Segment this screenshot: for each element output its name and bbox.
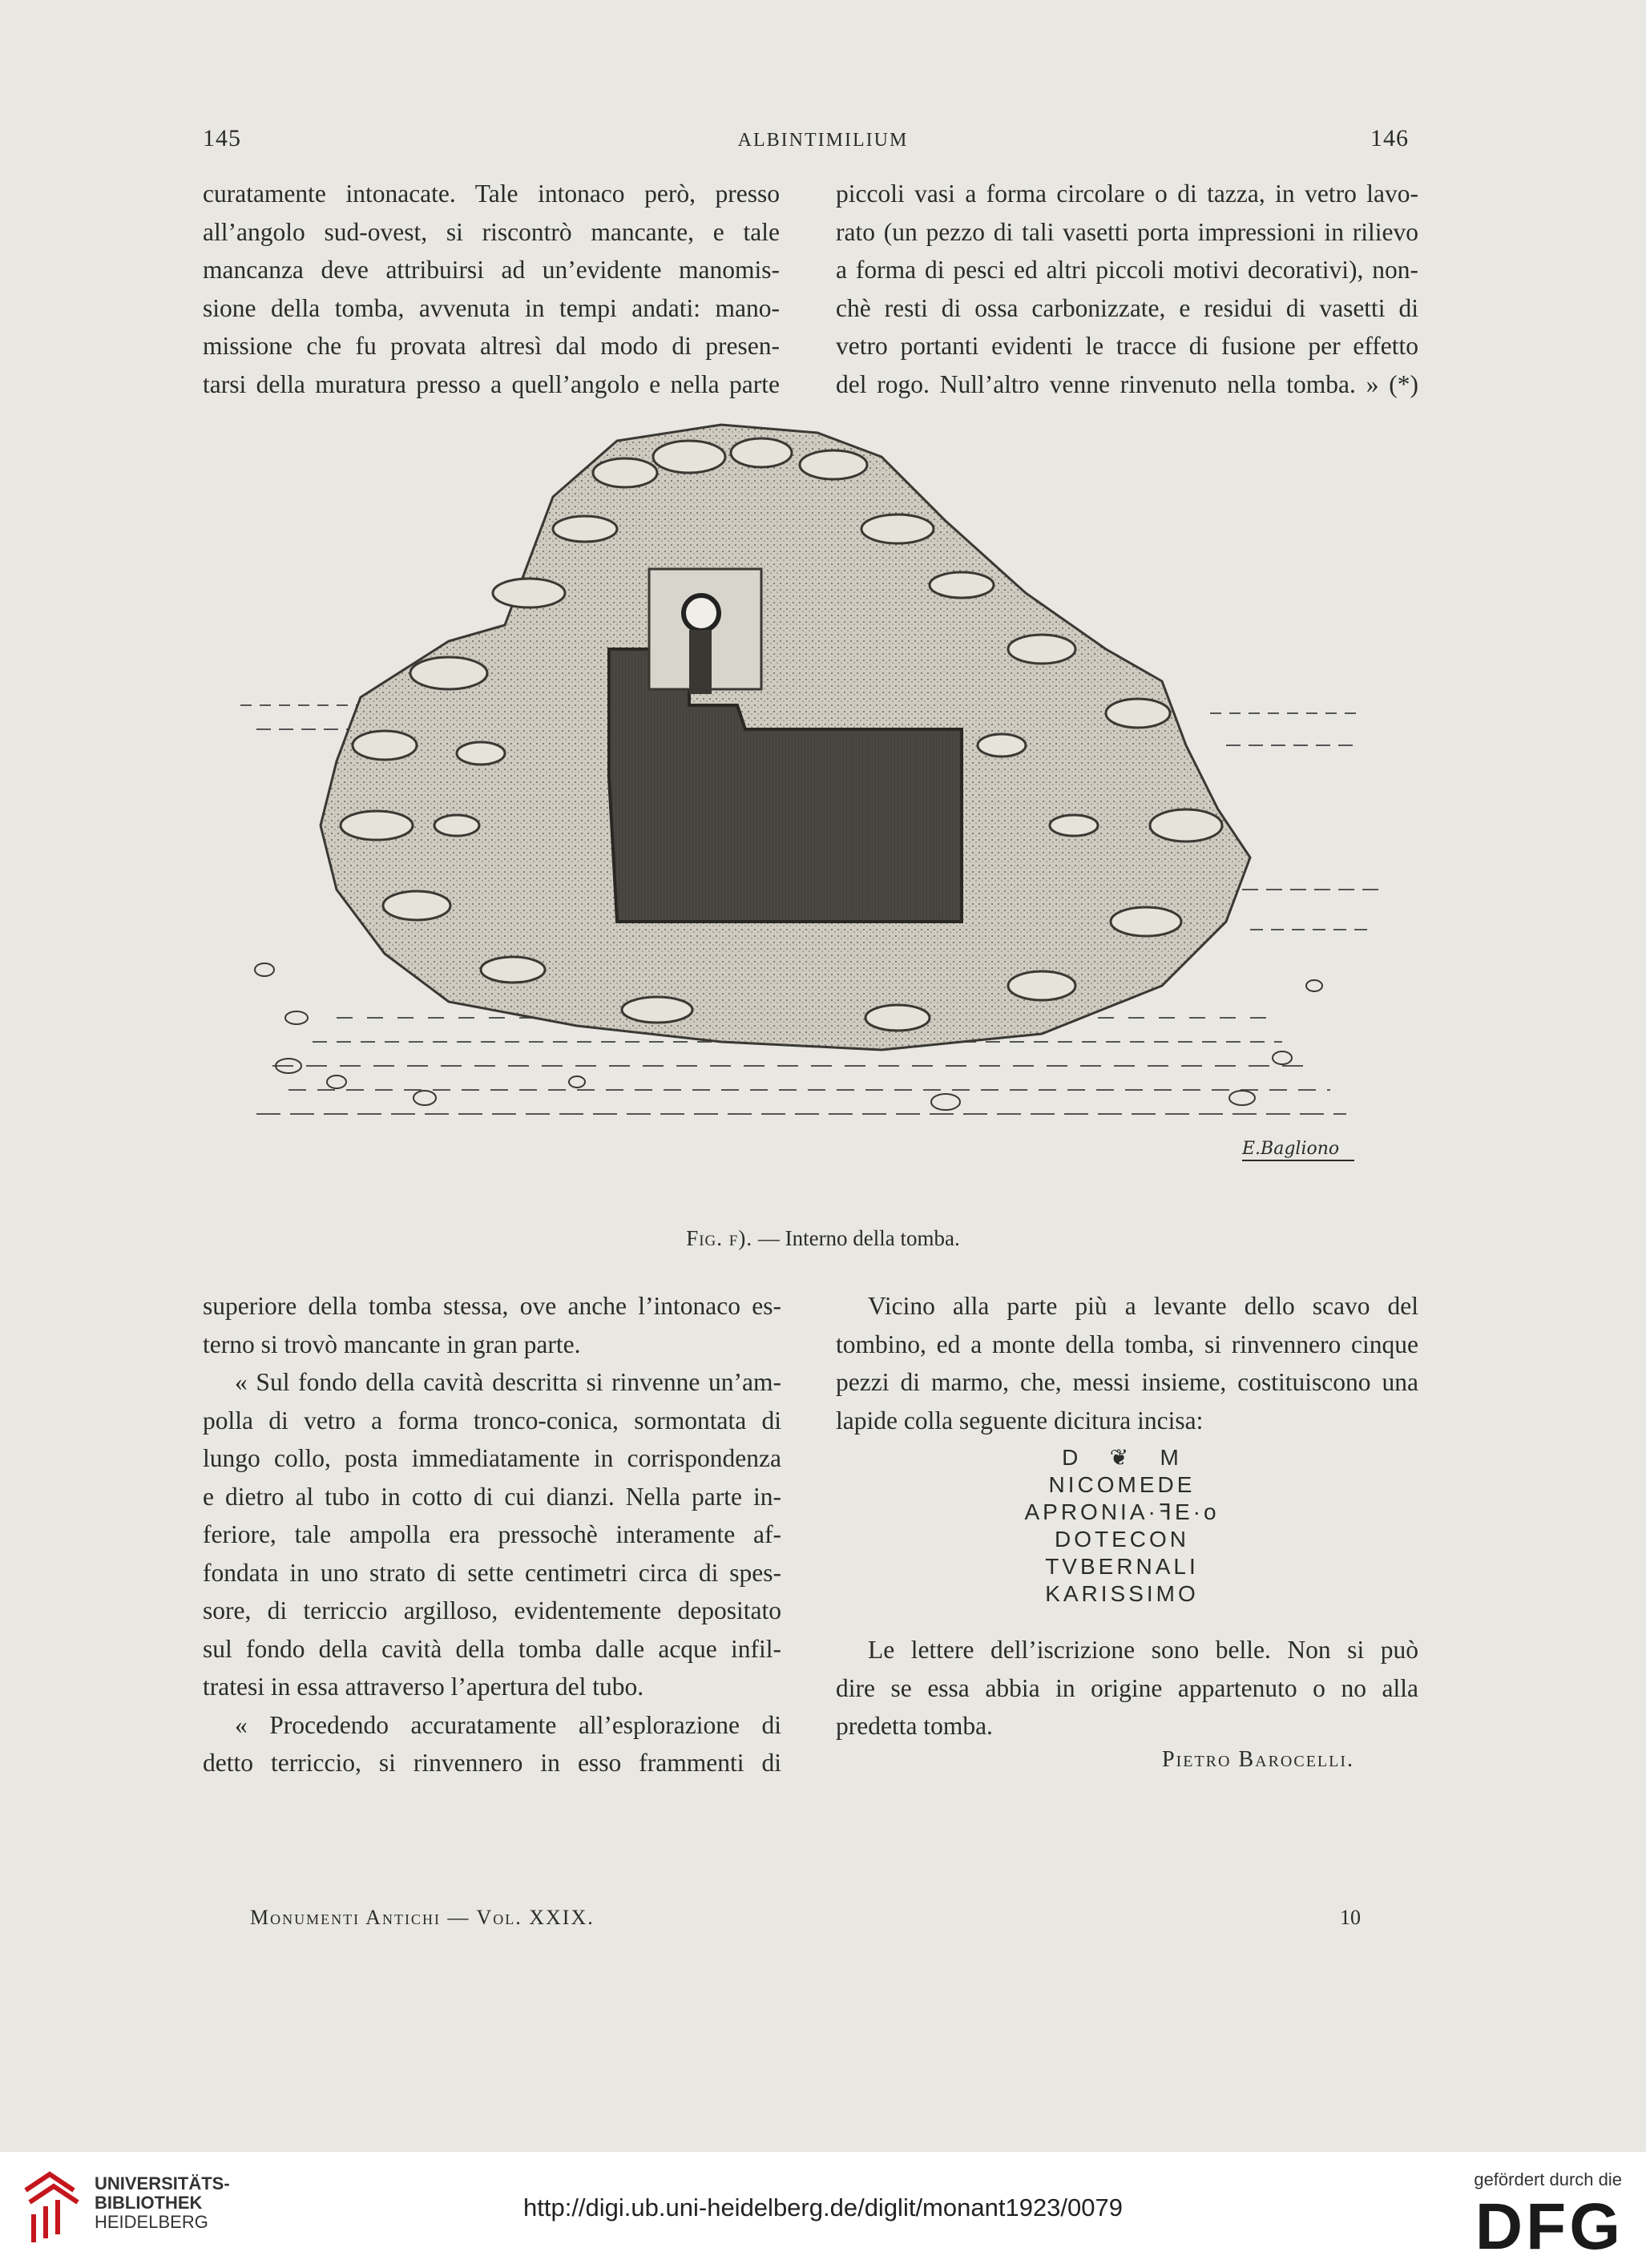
text-line: Vicino alla parte più a levante dello scavo del: [868, 1292, 1418, 1320]
funder-label: gefördert durch die: [1474, 2169, 1622, 2189]
text-column-bottom-left: [203, 1287, 781, 1782]
text-line: missione che fu provata altresì dal modo di presen-: [203, 332, 780, 360]
figure-caption-label: Fig. f).: [686, 1226, 753, 1250]
text-line: polla di vetro a forma tronco-conica, sormontata di: [203, 1406, 781, 1435]
artist-signature: E.Bagliono: [1242, 1139, 1340, 1159]
text-line: e dietro al tubo in cotto di cui dianzi. Nella parte in-: [203, 1482, 781, 1511]
footer-signature-number: 10: [1340, 1906, 1361, 1929]
dfg-logo[interactable]: DFG: [1475, 2190, 1624, 2263]
text-line: rato (un pezzo di tali vasetti porta impressioni in rilievo: [836, 217, 1418, 246]
inscription-line: TVBERNALI: [1045, 1554, 1199, 1579]
text-line: terno si trovò mancante in gran parte.: [203, 1330, 581, 1358]
inscription-line: KARISSIMO: [1045, 1581, 1199, 1606]
bottom-banner: [0, 2152, 1646, 2268]
text-line: pezzi di marmo, che, messi insieme, costituiscono una: [836, 1368, 1418, 1396]
running-title: ALBINTIMILIUM: [737, 130, 909, 151]
text-line: fondata in uno strato di sette centimetri circa di spes-: [203, 1558, 781, 1587]
text-line: lapide colla seguente dicitura incisa:: [836, 1406, 1204, 1435]
text-line: tratesi in essa attraverso l’apertura del tubo.: [203, 1673, 644, 1701]
text-column-bottom-right: [836, 1287, 1418, 1439]
text-line: predetta tomba.: [836, 1712, 993, 1740]
inscription-line: D ❦ M: [1062, 1445, 1182, 1470]
text-line: tombino, ed a monte della tomba, si rinvennero cinque: [836, 1330, 1418, 1358]
text-line: sione della tomba, avvenuta in tempi andati: mano-: [203, 293, 780, 322]
document-url-link[interactable]: http://digi.ub.uni-heidelberg.de/diglit/monant1923/0079: [523, 2193, 1123, 2222]
page-number-right: 146: [1370, 125, 1409, 151]
page-number-left: 145: [203, 125, 241, 151]
text-line: detto terriccio, si rinvennero in esso frammenti di: [203, 1749, 781, 1777]
text-line: sore, di terriccio argilloso, evidentemente depositato: [203, 1596, 781, 1624]
library-name-line: UNIVERSITÄTS-: [95, 2173, 230, 2193]
text-line: « Procedendo accuratamente all’esplorazione di: [235, 1710, 781, 1739]
figure-caption: [0, 1226, 1646, 1251]
text-line: lungo collo, posta immediatamente in corrispondenza: [203, 1444, 781, 1472]
text-column-top-right: [836, 175, 1418, 403]
inscription: [922, 1444, 1322, 1608]
text-line: tarsi della muratura presso a quell’angolo e nella parte: [203, 369, 780, 398]
text-line: superiore della tomba stessa, ove anche l’intonaco es-: [203, 1292, 781, 1320]
text-line: Le lettere dell’iscrizione sono belle. Non si può: [868, 1636, 1418, 1664]
text-column-bottom-right-cont: [836, 1631, 1418, 1745]
inscription-line: APRONIA·ꟻE·o: [1024, 1499, 1220, 1524]
terracotta-pipe: [684, 595, 719, 631]
text-column-top-left: [203, 175, 780, 403]
library-name-line: HEIDELBERG: [95, 2212, 208, 2232]
text-line: dire se essa abbia in origine appartenuto o no alla: [836, 1673, 1418, 1702]
text-line: a forma di pesci ed altri piccoli motivi decorativi), non-: [836, 256, 1418, 284]
figure-caption-text: — Interno della tomba.: [752, 1226, 960, 1250]
text-line: mancanza deve attribuirsi ad un’evidente manomis-: [203, 256, 780, 284]
text-line: all’angolo sud-ovest, si riscontrò mancante, e tale: [203, 217, 780, 246]
text-line: curatamente intonacate. Tale intonaco però, presso: [203, 180, 780, 208]
text-line: chè resti di ossa carbonizzate, e residui di vasetti di: [836, 293, 1418, 322]
text-line: feriore, tale ampolla era pressochè interamente af-: [203, 1520, 781, 1548]
text-line: « Sul fondo della cavità descritta si rinvenne un’am-: [235, 1368, 781, 1396]
inscription-line: DOTECON: [1055, 1527, 1189, 1552]
text-line: piccoli vasi a forma circolare o di tazza, in vetro lavo-: [836, 180, 1418, 208]
footer-series: Monumenti Antichi — Vol. XXIX.: [250, 1906, 595, 1929]
inscription-line: NICOMEDE: [1048, 1472, 1196, 1497]
pipe-shaft: [689, 630, 712, 694]
author-signature: Pietro Barocelli.: [1162, 1747, 1355, 1772]
text-line: sul fondo della cavità della tomba dalle acque infil-: [203, 1634, 781, 1663]
library-name-line: BIBLIOTHEK: [95, 2193, 203, 2213]
text-line: del rogo. Null’altro venne rinvenuto nella tomba. » (*): [836, 369, 1418, 398]
text-line: vetro portanti evidenti le tracce di fusione per effetto: [836, 332, 1418, 360]
tomb-illustration: [240, 409, 1378, 1210]
